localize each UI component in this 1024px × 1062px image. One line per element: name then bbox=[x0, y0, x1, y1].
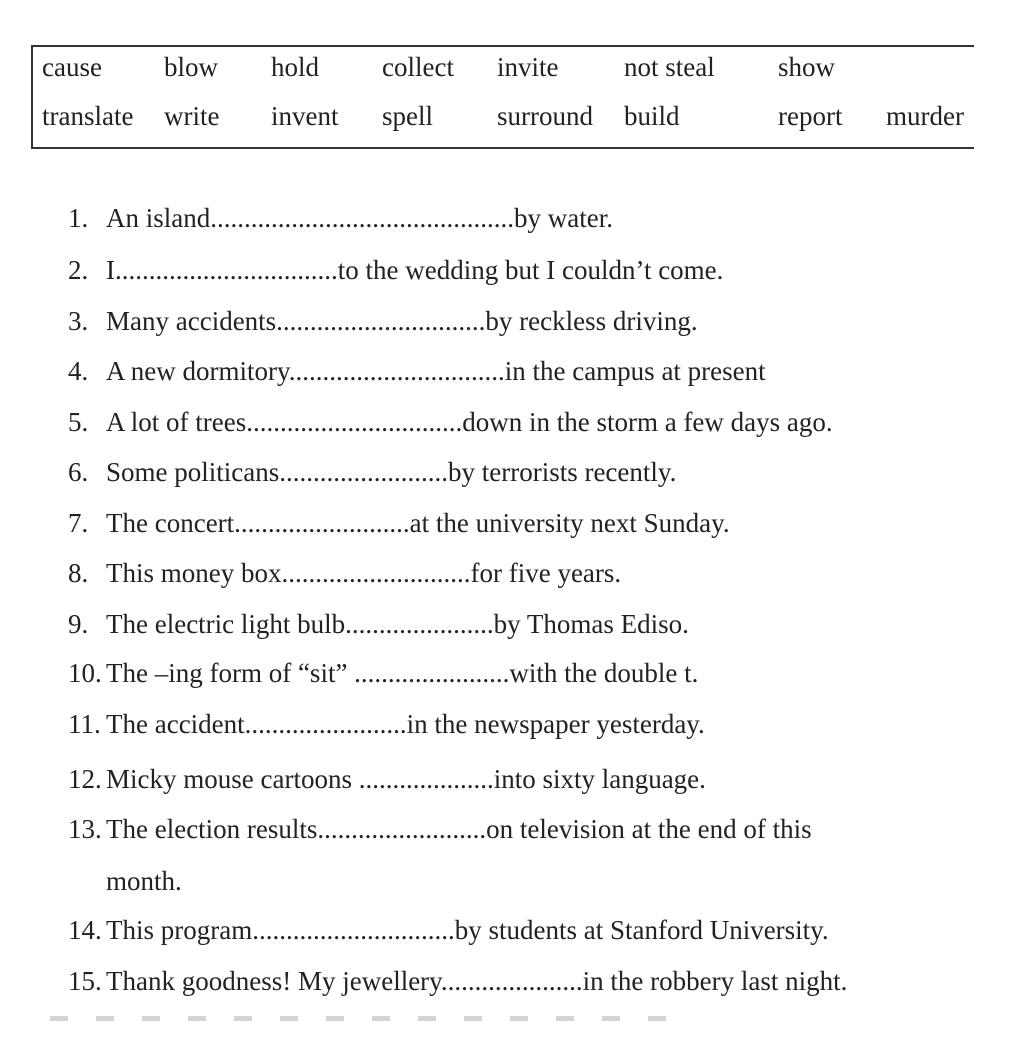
exercise-number: 4. bbox=[68, 356, 89, 386]
word-bank-item: blow bbox=[164, 52, 218, 82]
exercise-number: 13. bbox=[68, 814, 102, 844]
word-bank-item: write bbox=[164, 101, 220, 131]
exercise-sentence: Some politicans.........................by terrorists recently. bbox=[106, 457, 677, 487]
word-bank-item: build bbox=[624, 101, 680, 131]
word-bank-item: not steal bbox=[624, 52, 715, 82]
exercise-number: 11. bbox=[68, 709, 101, 739]
exercise-number: 1. bbox=[68, 203, 89, 233]
word-bank-item: surround bbox=[497, 101, 593, 131]
exercise-sentence: This program..............................by students at Stanford University. bbox=[106, 915, 829, 945]
exercise-sentence: The concert..........................at the university next Sunday. bbox=[106, 508, 730, 538]
word-bank-item: translate bbox=[42, 101, 134, 131]
word-bank-item: cause bbox=[42, 52, 102, 82]
word-bank-item: report bbox=[778, 101, 843, 131]
exercise-sentence-continuation: month. bbox=[106, 866, 182, 896]
word-bank-item: show bbox=[778, 52, 836, 82]
exercise-sentence: The –ing form of “sit” .......................with the double t. bbox=[106, 658, 699, 688]
exercise-sentence: The accident........................in the newspaper yesterday. bbox=[106, 709, 705, 739]
exercise-number: 3. bbox=[68, 306, 89, 336]
exercise-sentence: Micky mouse cartoons ....................into sixty language. bbox=[106, 764, 706, 794]
exercise-number: 12. bbox=[68, 764, 102, 794]
exercise-number: 6. bbox=[68, 457, 89, 487]
exercise-number: 5. bbox=[68, 407, 89, 437]
exercise-sentence: Many accidents...............................by reckless driving. bbox=[106, 306, 698, 336]
exercise-sentence: An island.............................................by water. bbox=[106, 203, 613, 233]
word-bank-item: collect bbox=[382, 52, 454, 82]
word-bank-item: spell bbox=[382, 101, 433, 131]
exercise-sentence: This money box............................for five years. bbox=[106, 558, 622, 588]
exercise-sentence: A lot of trees................................down in the storm a few days ago. bbox=[106, 407, 833, 437]
exercise-number: 14. bbox=[68, 915, 102, 945]
word-bank-item: invite bbox=[497, 52, 559, 82]
exercise-number: 9. bbox=[68, 609, 89, 639]
exercise-sentence: Thank goodness! My jewellery.....................in the robbery last night. bbox=[106, 966, 848, 996]
exercise-sentence: The electric light bulb......................by Thomas Ediso. bbox=[106, 609, 689, 639]
cropped-next-line bbox=[50, 1016, 690, 1021]
word-bank-item: murder bbox=[886, 101, 964, 131]
exercise-number: 2. bbox=[68, 255, 89, 285]
exercise-number: 8. bbox=[68, 558, 89, 588]
exercise-continuation bbox=[106, 866, 182, 896]
word-bank-item: hold bbox=[271, 52, 320, 82]
exercise-sentence: A new dormitory................................in the campus at present bbox=[106, 356, 766, 386]
exercise-number: 7. bbox=[68, 508, 89, 538]
exercise-number: 10. bbox=[68, 658, 102, 688]
exercise-sentence: I.................................to the wedding but I couldn’t come. bbox=[106, 255, 724, 285]
word-bank-item: invent bbox=[271, 101, 339, 131]
exercise-number: 15. bbox=[68, 966, 102, 996]
exercise-sentence: The election results.........................on television at the end of this bbox=[106, 814, 812, 844]
